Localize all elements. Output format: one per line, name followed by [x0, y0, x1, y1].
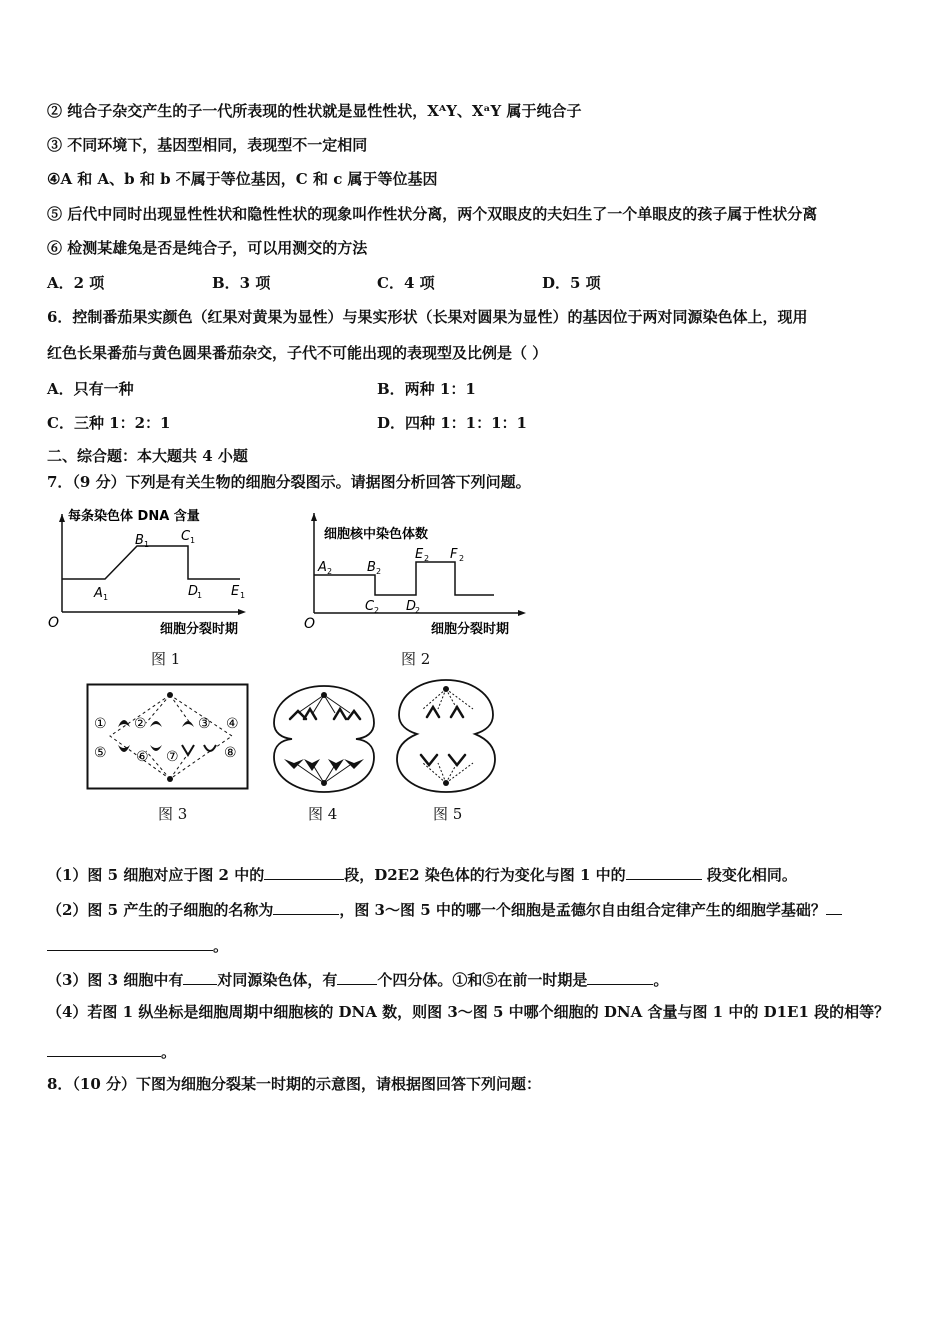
svg-text:2: 2 — [415, 606, 421, 615]
svg-text:D: D — [188, 584, 199, 599]
answer-blank[interactable] — [47, 934, 213, 951]
figure-3-caption: 图 3 — [158, 805, 188, 823]
svg-text:O: O — [304, 616, 316, 632]
statement-3: ③ 不同环境下，基因型相同，表现型不一定相同 — [47, 136, 368, 154]
svg-text:2: 2 — [327, 567, 333, 576]
svg-text:⑧: ⑧ — [224, 745, 237, 761]
svg-text:A: A — [94, 586, 103, 601]
answer-blank[interactable] — [337, 968, 377, 985]
svg-text:④: ④ — [226, 716, 239, 732]
figure-3-cell — [86, 683, 251, 791]
q5-option-b: B．3 项 — [212, 274, 271, 292]
svg-text:2: 2 — [376, 567, 382, 576]
svg-text:①: ① — [94, 716, 107, 732]
q5-option-a: A．2 项 — [47, 274, 105, 292]
svg-text:1: 1 — [144, 540, 150, 549]
svg-text:⑥: ⑥ — [136, 749, 149, 765]
figure-1-graph — [40, 500, 250, 640]
svg-text:B: B — [367, 560, 376, 575]
svg-text:E: E — [231, 584, 240, 599]
q7-part-2-cont: 。 — [47, 934, 228, 956]
answer-blank[interactable] — [587, 968, 653, 985]
figure-2-caption: 图 2 — [401, 650, 431, 668]
svg-text:E: E — [415, 547, 424, 562]
q7-part-3: （3）图 3 细胞中有 对同源染色体，有 个四分体。①和⑤在前一时期是 。 — [47, 968, 668, 990]
q7-part-2: （2）图 5 产生的子细胞的名称为 ，图 3～图 5 中的哪一个细胞是孟德尔自由组合定律产生的细胞学基础？ — [47, 898, 842, 920]
svg-text:②: ② — [134, 716, 147, 732]
svg-text:C: C — [365, 599, 375, 614]
answer-blank[interactable] — [264, 863, 344, 880]
svg-text:D: D — [406, 599, 417, 614]
answer-blank[interactable] — [273, 898, 339, 915]
svg-text:1: 1 — [190, 536, 196, 545]
svg-text:O: O — [48, 615, 60, 631]
q8-stem: 8．（10 分）下图为细胞分裂某一时期的示意图，请根据图回答下列问题： — [47, 1075, 542, 1093]
answer-blank[interactable] — [183, 968, 217, 985]
figure-5-cell — [393, 677, 499, 795]
svg-text:⑦: ⑦ — [166, 749, 179, 765]
svg-text:⑤: ⑤ — [94, 745, 107, 761]
section-heading: 二、综合题：本大题共 4 小题 — [47, 447, 248, 465]
figure-2-ylabel: 细胞核中染色体数 — [324, 527, 429, 542]
q6-stem-line2: 红色长果番茄与黄色圆果番茄杂交，子代不可能出现的表现型及比例是（ ） — [47, 344, 548, 362]
figure-1-ylabel: 每条染色体 DNA 含量 — [68, 509, 200, 524]
svg-text:A: A — [318, 560, 327, 575]
statement-5: ⑤ 后代中同时出现显性性状和隐性性状的现象叫作性状分离，两个双眼皮的夫妇生了一个单眼皮的孩子属于性状分离 — [47, 205, 818, 223]
answer-blank[interactable] — [826, 898, 842, 915]
q7-part-4: （4）若图 1 纵坐标是细胞周期中细胞核的 DNA 数，则图 3～图 5 中哪个细胞的 DNA 含量与图 1 中的 D1E1 段的相等？ — [47, 1003, 890, 1021]
q6-option-c: C．三种 1：2：1 — [47, 414, 171, 432]
figure-1-xlabel: 细胞分裂时期 — [160, 622, 239, 637]
figure-2-xlabel: 细胞分裂时期 — [431, 622, 510, 637]
q5-option-c: C．4 项 — [377, 274, 435, 292]
answer-blank[interactable] — [626, 863, 702, 880]
q7-part-1: （1）图 5 细胞对应于图 2 中的 段，D2E2 染色体的行为变化与图 1 中的 段变化相同。 — [47, 863, 797, 885]
svg-text:2: 2 — [374, 606, 380, 615]
figure-1-caption: 图 1 — [151, 650, 181, 668]
q6-option-a: A．只有一种 — [47, 380, 134, 398]
svg-text:B: B — [135, 533, 144, 548]
figure-4-caption: 图 4 — [308, 805, 338, 823]
q5-option-d: D．5 项 — [542, 274, 601, 292]
q7-part-4-cont: 。 — [47, 1040, 176, 1062]
figure-4-cell — [268, 683, 380, 795]
q6-stem-line1: 6．控制番茄果实颜色（红果对黄果为显性）与果实形状（长果对圆果为显性）的基因位于两对同源染色体上，现用 — [47, 308, 808, 326]
svg-text:C: C — [181, 529, 191, 544]
statement-4: ④A 和 A、b 和 b 不属于等位基因，C 和 c 属于等位基因 — [47, 170, 438, 188]
answer-blank[interactable] — [47, 1040, 161, 1057]
svg-text:1: 1 — [240, 591, 246, 600]
svg-text:2: 2 — [424, 554, 430, 563]
svg-text:1: 1 — [197, 591, 203, 600]
figure-5-caption: 图 5 — [433, 805, 463, 823]
q6-option-d: D．四种 1：1：1：1 — [377, 414, 527, 432]
statement-6: ⑥ 检测某雄兔是否是纯合子，可以用测交的方法 — [47, 239, 368, 257]
svg-text:F: F — [450, 547, 458, 562]
svg-text:③: ③ — [198, 716, 211, 732]
q7-stem: 7．（9 分）下列是有关生物的细胞分裂图示。请据图分析回答下列问题。 — [47, 473, 531, 491]
q6-option-b: B．两种 1：1 — [377, 380, 476, 398]
statement-2: ② 纯合子杂交产生的子一代所表现的性状就是显性性状，XᴬY、XᵃY 属于纯合子 — [47, 102, 582, 120]
svg-text:1: 1 — [103, 593, 109, 602]
figure-2-graph — [298, 505, 533, 640]
svg-text:2: 2 — [459, 554, 465, 563]
